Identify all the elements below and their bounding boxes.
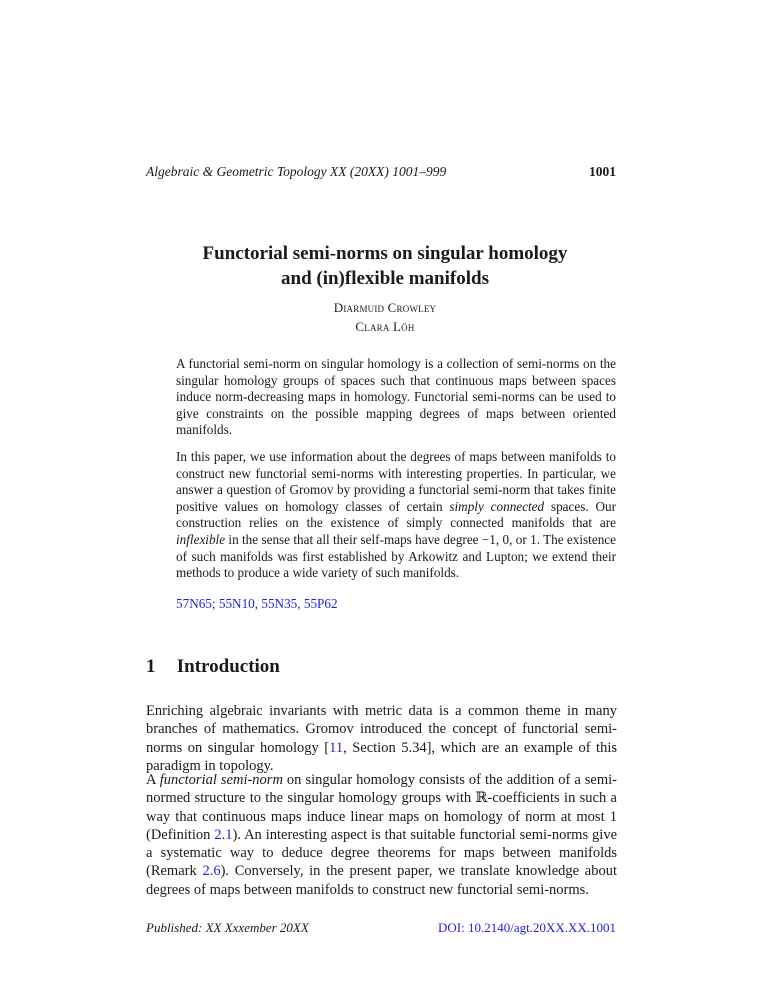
intro-paragraph-2 — [146, 771, 617, 899]
author-list — [140, 298, 630, 336]
section-title: Introduction — [176, 656, 280, 677]
title-line-2: and (in)flexible manifolds — [281, 268, 489, 289]
title-line-1: Functorial semi-norms on singular homology — [202, 243, 568, 264]
journal-header: Algebraic & Geometric Topology XX (20XX) 1001–999 — [146, 164, 447, 179]
section-heading — [146, 656, 280, 678]
text-run: A — [146, 772, 160, 788]
page-number: 1001 — [589, 164, 616, 179]
text-run: ). An interesting aspect is that suitable functorial semi-norms give a systematic way to deduce degree theorems for maps between manifolds (Remark — [146, 826, 617, 880]
text-run: Enriching algebraic invariants with metric data is a common theme in many branches of mathematics. Gromov introduced the concept of functorial semi-norms on singular homology [ — [146, 703, 617, 756]
emphasis: simply connected — [449, 498, 545, 514]
text-run: In this paper, we use information about the degrees of maps between manifolds to construct new functorial semi-norms with interesting properties. In particular, we answer a question of Gromov by providing a functorial semi-norm that takes finite positive values on homology classes of certain — [176, 449, 616, 514]
remark-ref-link[interactable]: 2.6 — [202, 863, 221, 880]
section-number: 1 — [146, 656, 156, 677]
text-run: , Section 5.34], which are an example of this paradigm in topology. — [146, 739, 617, 774]
text-run: in the sense that all their self-maps have degree −1, 0, or 1. The existence of such manifolds was first established by Arkowitz and Lupton; we extend their methods to produce a wide variety of such manifolds. — [176, 531, 616, 581]
abstract-paragraph-1: A functorial semi-norm on singular homology is a collection of semi-norms on the singular homology groups of spaces such that continuous maps between spaces induce norm-decreasing maps in homology. Functorial semi-norms can be used to give constraints on the possible mapping degrees of maps between oriented manifolds. — [176, 356, 616, 438]
author-name: Diarmuid Crowley — [333, 300, 437, 315]
text-run: on singular homology consists of the addition of a semi-normed structure to the singular homology groups with ℝ-coefficients in such a way that continuous maps induce linear maps on homology of norm at most 1 (Definition — [146, 772, 617, 843]
text-run: ). Conversely, in the present paper, we translate knowledge about degrees of maps between manifolds to construct new functorial semi-norms. — [146, 863, 617, 898]
doi-link[interactable]: DOI: 10.2140/agt.20XX.XX.1001 — [437, 920, 616, 935]
emphasis: inflexible — [176, 531, 226, 547]
definition-ref-link[interactable]: 2.1 — [214, 826, 233, 843]
intro-paragraph-1 — [146, 702, 617, 775]
abstract-paragraph-2 — [176, 449, 616, 582]
published-date: Published: XX Xxxember 20XX — [146, 920, 309, 935]
author-name: Clara Löh — [355, 319, 415, 334]
citation-link[interactable]: 11 — [329, 739, 344, 756]
msc-codes-link[interactable]: 57N65; 55N10, 55N35, 55P62 — [176, 596, 338, 611]
paper-title — [140, 241, 630, 291]
text-run: spaces. Our construction relies on the existence of simply connected manifolds that are — [176, 498, 616, 531]
emphasis: functorial semi-norm — [159, 772, 283, 788]
